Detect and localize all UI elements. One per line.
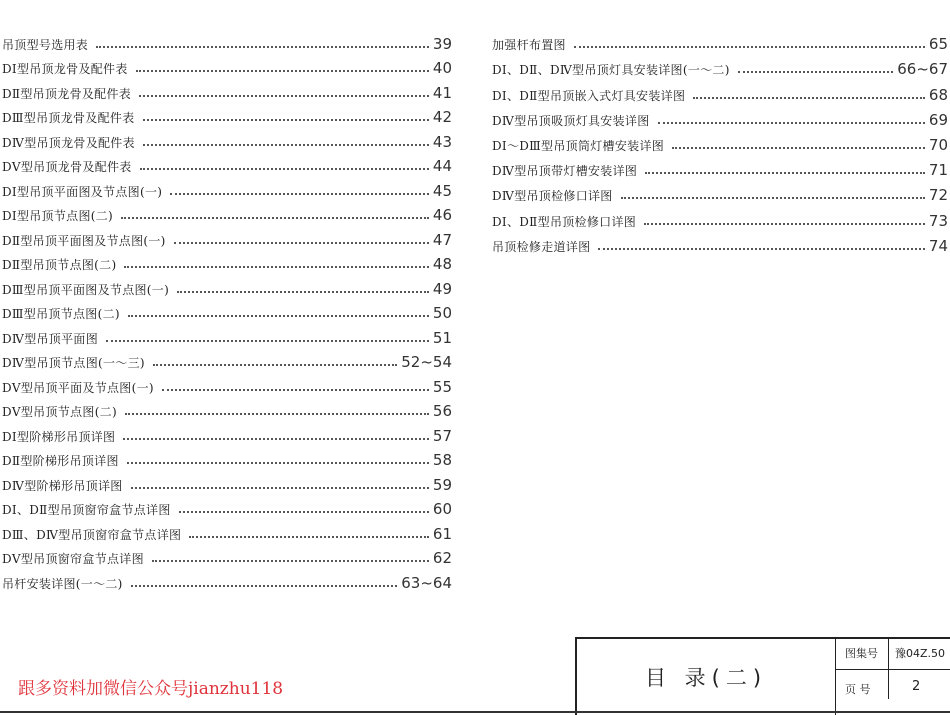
- toc-entry-page: 72: [928, 186, 948, 205]
- toc-entry-title: DⅤ型吊顶窗帘盒节点详图: [2, 552, 144, 566]
- toc-entry: [2, 126, 452, 151]
- toc-leader-dots: [621, 197, 925, 199]
- toc-entry-page: 65: [928, 35, 948, 54]
- toc-entry-page: 46: [432, 206, 452, 224]
- toc-leader-dots: [106, 340, 429, 342]
- toc-entry: [492, 104, 948, 129]
- toc-entry-page: 40: [432, 59, 452, 77]
- toc-leader-dots: [143, 144, 429, 146]
- toc-entry: [2, 420, 452, 445]
- toc-entry-page: 60: [432, 500, 452, 518]
- toc-leader-dots: [121, 217, 429, 219]
- toc-entry-title: DⅤ型吊顶龙骨及配件表: [2, 160, 132, 174]
- toc-leader-dots: [658, 122, 925, 124]
- toc-entry: [2, 371, 452, 396]
- toc-entry-title: DⅡ型阶梯形吊顶详图: [2, 454, 119, 468]
- toc-leader-dots: [96, 46, 429, 48]
- toc-entry-page: 44: [432, 157, 452, 175]
- toc-left-column: [2, 28, 452, 592]
- toc-leader-dots: [153, 364, 397, 366]
- toc-entry-page: 43: [432, 132, 452, 151]
- toc-entry-title: DⅠ型吊顶节点图(二): [2, 209, 114, 223]
- toc-entry-title: DⅢ型吊顶龙骨及配件表: [2, 111, 135, 125]
- toc-entry-title: DⅠ、DⅡ型吊顶嵌入式灯具安装详图: [492, 88, 686, 103]
- toc-entry-title: DⅠ型吊顶龙骨及配件表: [2, 62, 128, 76]
- toc-entry-page: 69: [928, 110, 948, 129]
- toc-entry-title: DⅠ、DⅡ、DⅣ型吊顶灯具安装详图(一～二): [492, 63, 730, 78]
- toc-leader-dots: [143, 119, 429, 121]
- toc-entry-title: DⅢ、DⅣ型吊顶窗帘盒节点详图: [2, 527, 182, 542]
- toc-entry: [2, 273, 452, 298]
- toc-leader-dots: [177, 291, 429, 293]
- toc-entry-title: DⅣ型吊顶平面图: [2, 331, 99, 346]
- toc-leader-dots: [170, 193, 429, 195]
- toc-entry-page: 45: [432, 181, 452, 200]
- toc-leader-dots: [152, 560, 429, 562]
- toc-entry: [2, 28, 452, 53]
- toc-entry: [2, 567, 452, 592]
- toc-entry-title: DⅠ型阶梯形吊顶详图: [2, 429, 116, 444]
- page-number-label: 页 号: [845, 683, 871, 696]
- toc-entry: [2, 396, 452, 421]
- toc-entry-page: 68: [928, 85, 948, 104]
- toc-entry: [2, 102, 452, 127]
- toc-leader-dots: [179, 511, 429, 513]
- toc-entry: [2, 151, 452, 176]
- toc-entry-page: 41: [432, 83, 452, 102]
- toc-leader-dots: [139, 95, 429, 97]
- toc-entry-title: DⅠ、DⅡ型吊顶检修口详图: [492, 214, 637, 229]
- toc-entry-title: DⅣ型吊顶龙骨及配件表: [2, 135, 135, 150]
- toc-entry-title: 吊顶型号选用表: [2, 37, 89, 52]
- atlas-number-label: 图集号: [845, 647, 878, 660]
- toc-entry-page: 50: [432, 304, 452, 322]
- toc-entry-title: DⅤ型吊顶节点图(二): [2, 405, 117, 419]
- toc-entry-title: DⅠ～DⅢ型吊顶筒灯槽安装详图: [492, 138, 665, 153]
- toc-leader-dots: [127, 462, 429, 464]
- toc-leader-dots: [174, 242, 429, 244]
- toc-entry-title: DⅣ型吊顶吸顶灯具安装详图: [492, 113, 650, 128]
- toc-entry: [2, 518, 452, 543]
- toc-entry-page: 66~67: [897, 60, 948, 79]
- toc-leader-dots: [738, 71, 894, 73]
- toc-entry-page: 52~54: [401, 353, 452, 371]
- toc-entry-page: 59: [432, 475, 452, 494]
- toc-leader-dots: [124, 266, 428, 268]
- toc-entry-page: 58: [432, 451, 452, 469]
- document-title: 目 录(二): [577, 639, 836, 715]
- toc-entry-title: DⅢ型吊顶节点图(二): [2, 307, 120, 321]
- toc-leader-dots: [123, 438, 429, 440]
- toc-leader-dots: [598, 248, 925, 250]
- toc-leader-dots: [693, 97, 925, 99]
- toc-entry: [2, 322, 452, 347]
- toc-entry-page: 71: [928, 161, 948, 180]
- toc-entry-title: DⅡ型吊顶平面图及节点图(一): [2, 233, 166, 248]
- toc-entry-title: DⅠ型吊顶平面图及节点图(一): [2, 184, 163, 199]
- toc-leader-dots: [140, 168, 429, 170]
- page-number-value: 2: [912, 679, 921, 694]
- toc-entry-title: DⅡ型吊顶节点图(二): [2, 258, 117, 272]
- toc-entry: [2, 77, 452, 102]
- toc-leader-dots: [672, 147, 925, 149]
- toc-entry-page: 56: [432, 402, 452, 420]
- title-block: [575, 637, 950, 715]
- toc-leader-dots: [162, 389, 429, 391]
- toc-leader-dots: [645, 172, 925, 174]
- toc-entry: [492, 154, 948, 179]
- toc-entry: [492, 28, 948, 53]
- toc-entry: [492, 129, 948, 154]
- toc-entry-title: DⅡ型吊顶龙骨及配件表: [2, 86, 132, 101]
- toc-entry-title: DⅣ型阶梯形吊顶详图: [2, 478, 123, 493]
- toc-entry-page: 55: [432, 377, 452, 396]
- toc-entry-page: 74: [928, 236, 948, 255]
- toc-entry-page: 63~64: [401, 573, 452, 592]
- toc-entry-page: 47: [432, 230, 452, 249]
- toc-right-list: [492, 28, 948, 255]
- toc-entry: [492, 179, 948, 204]
- toc-entry-page: 62: [432, 549, 452, 567]
- toc-left-list: [2, 28, 452, 592]
- toc-entry: [2, 543, 452, 568]
- toc-leader-dots: [125, 413, 429, 415]
- toc-entry-page: 61: [432, 524, 452, 543]
- toc-entry: [2, 224, 452, 249]
- toc-entry: [2, 53, 452, 78]
- toc-leader-dots: [128, 315, 429, 317]
- toc-entry-page: 70: [928, 135, 948, 154]
- toc-leader-dots: [644, 223, 925, 225]
- toc-entry: [2, 445, 452, 470]
- toc-entry-page: 49: [432, 279, 452, 298]
- toc-entry-title: DⅠ、DⅡ型吊顶窗帘盒节点详图: [2, 503, 171, 517]
- toc-entry-page: 51: [432, 328, 452, 347]
- toc-entry: [492, 53, 948, 78]
- toc-entry-title: 加强杆布置图: [492, 38, 566, 53]
- toc-entry: [2, 298, 452, 323]
- toc-entry: [492, 78, 948, 103]
- toc-entry: [2, 347, 452, 372]
- toc-leader-dots: [136, 70, 429, 72]
- toc-entry-page: 73: [928, 211, 948, 230]
- toc-entry-title: DⅣ型吊顶检修口详图: [492, 189, 613, 204]
- toc-entry-page: 48: [432, 255, 452, 273]
- watermark-text: 跟多资料加微信公众号jianzhu118: [18, 679, 284, 699]
- toc-entry: [2, 200, 452, 225]
- toc-leader-dots: [131, 487, 429, 489]
- toc-entry-title: DⅢ型吊顶平面图及节点图(一): [2, 282, 170, 297]
- toc-entry-title: 吊顶检修走道详图: [492, 239, 591, 254]
- toc-entry-title: DⅣ型吊顶带灯槽安装详图: [492, 164, 638, 179]
- title-block-divider: [835, 669, 950, 670]
- toc-entry-page: 42: [432, 108, 452, 126]
- toc-entry-title: DⅤ型吊顶平面及节点图(一): [2, 380, 154, 395]
- toc-entry-title: 吊杆安装详图(一～二): [2, 576, 123, 591]
- toc-entry-title: DⅣ型吊顶节点图(一～三): [2, 356, 145, 370]
- toc-entry: [492, 204, 948, 229]
- toc-leader-dots: [189, 536, 429, 538]
- toc-leader-dots: [131, 585, 398, 587]
- toc-leader-dots: [574, 46, 925, 48]
- atlas-number-value: 豫04Z.50: [895, 647, 946, 660]
- toc-entry-page: 57: [432, 426, 452, 445]
- toc-entry: [2, 469, 452, 494]
- toc-entry: [2, 175, 452, 200]
- toc-right-column: [492, 28, 948, 255]
- toc-entry-page: 39: [432, 34, 452, 53]
- toc-entry: [492, 230, 948, 255]
- toc-entry: [2, 494, 452, 519]
- toc-entry: [2, 249, 452, 274]
